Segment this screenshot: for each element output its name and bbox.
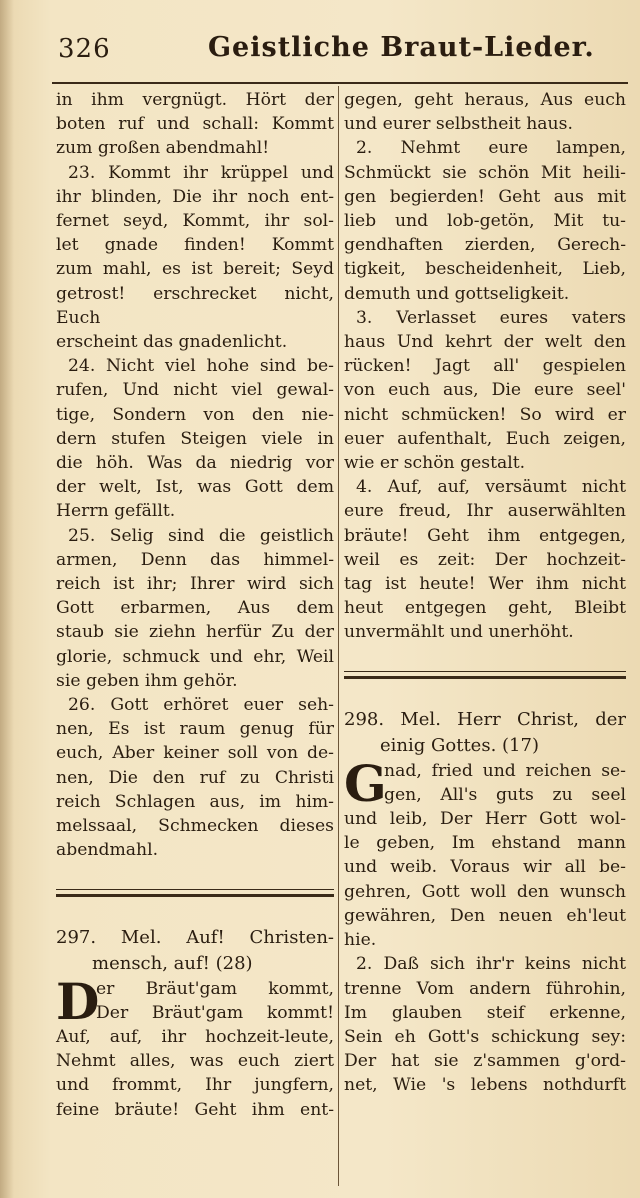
spacer bbox=[344, 679, 626, 707]
text-line: Herrn gefällt. bbox=[56, 501, 176, 522]
text-line: 2. Nehmt eure lampen, bbox=[356, 138, 626, 159]
text-line: demuth und gottseligkeit. bbox=[344, 283, 570, 304]
text-line: nen, Die den ruf zu Christi bbox=[56, 767, 334, 788]
text-line: Der Bräut'gam kommt! bbox=[96, 1002, 334, 1023]
hymn-297-verse-1 bbox=[56, 971, 334, 1122]
text-line: der welt, Ist, was Gott dem bbox=[56, 477, 334, 498]
text-line: getrost! erschrecket nicht, Euch bbox=[56, 283, 334, 328]
continuation-text bbox=[56, 88, 334, 161]
text-line: die höh. Was da niedrig vor bbox=[56, 453, 334, 474]
page-gutter-shadow bbox=[0, 0, 14, 1198]
text-line: Auf, auf, ihr hochzeit-leute, bbox=[56, 1026, 334, 1047]
page-number: 326 bbox=[58, 34, 111, 64]
verse-3 bbox=[344, 306, 626, 475]
text-line: boten ruf und schall: Kommt bbox=[56, 114, 334, 135]
text-line: haus Und kehrt der welt den bbox=[344, 332, 626, 353]
hymn-298-heading bbox=[344, 707, 626, 759]
verse-26 bbox=[56, 693, 334, 862]
text-line: rufen, Und nicht viel gewal- bbox=[56, 380, 334, 401]
text-line: und frommt, Ihr jungfern, bbox=[56, 1075, 334, 1096]
text-line: heut entgegen geht, Bleibt bbox=[344, 598, 626, 619]
text-line: und leib, Der Herr Gott wol- bbox=[344, 809, 626, 830]
hymn-heading-line: mensch, auf! (28) bbox=[92, 952, 253, 974]
text-line: sie geben ihm gehör. bbox=[56, 670, 238, 691]
text-line: let gnade finden! Kommt bbox=[56, 235, 334, 256]
text-line: feine bräute! Geht ihm ent- bbox=[56, 1099, 334, 1120]
text-line: dern stufen Steigen viele in bbox=[56, 428, 334, 449]
hymn-heading-line: 298. Mel. Herr Christ, der bbox=[344, 708, 626, 730]
text-line: er Bräut'gam kommt, bbox=[96, 978, 334, 999]
text-line: Der hat sie z'sammen g'ord- bbox=[344, 1051, 626, 1072]
text-line: Gott erbarmen, Aus dem bbox=[56, 598, 334, 619]
spacer bbox=[344, 645, 626, 671]
text-line: 3. Verlasset eures vaters bbox=[356, 307, 626, 328]
running-title: Geistliche Braut-Lieder. bbox=[208, 32, 595, 63]
text-line: glorie, schmuck und ehr, Weil bbox=[56, 646, 334, 667]
text-line: 23. Kommt ihr krüppel und bbox=[68, 162, 334, 183]
text-line: in ihm vergnügt. Hört der bbox=[56, 90, 334, 110]
text-line: reich ist ihr; Ihrer wird sich bbox=[56, 574, 334, 595]
verse-2 bbox=[344, 136, 626, 305]
page-header bbox=[58, 30, 618, 74]
text-line: 25. Selig sind die geistlich bbox=[68, 525, 334, 546]
text-line: Schmückt sie schön Mit heili- bbox=[344, 162, 626, 183]
text-line: fernet seyd, Kommt, ihr sol- bbox=[56, 211, 334, 232]
text-line: gehren, Gott woll den wunsch bbox=[344, 881, 626, 902]
text-line: tag ist heute! Wer ihm nicht bbox=[344, 574, 626, 595]
hymn-heading-line: einig Gottes. (17) bbox=[380, 734, 539, 756]
text-line: nicht schmücken! So wird er bbox=[344, 404, 626, 425]
text-line: ihr blinden, Die ihr noch ent- bbox=[56, 186, 334, 207]
text-line: nad, fried und reichen se- bbox=[384, 760, 626, 781]
column-divider bbox=[338, 86, 339, 1186]
hymn-298-verse-1 bbox=[344, 753, 626, 953]
section-rule bbox=[56, 889, 334, 897]
text-line: trenne Vom andern führohin, bbox=[344, 978, 626, 999]
text-line: 2. Daß sich ihr'r keins nicht bbox=[356, 954, 626, 975]
text-line: nen, Es ist raum genug für bbox=[56, 719, 334, 740]
text-line: gegen, geht heraus, Aus euch bbox=[344, 90, 626, 110]
verse-24 bbox=[56, 354, 334, 523]
text-line: erscheint das gnadenlicht. bbox=[56, 332, 288, 353]
text-line: gewähren, Den neuen eh'leut bbox=[344, 905, 626, 926]
text-line: gendhaften zierden, Gerech- bbox=[344, 235, 626, 256]
header-rule bbox=[52, 82, 628, 84]
text-line: 4. Auf, auf, versäumt nicht bbox=[356, 477, 626, 498]
text-line: euer aufenthalt, Euch zeigen, bbox=[344, 428, 626, 449]
spacer bbox=[56, 863, 334, 889]
drop-cap: G bbox=[344, 753, 387, 813]
spacer bbox=[56, 897, 334, 925]
text-line: eure freud, Ihr auserwählten bbox=[344, 501, 626, 522]
text-line: gen, All's guts zu seel bbox=[384, 784, 626, 805]
text-line: Im glauben steif erkenne, bbox=[344, 1002, 626, 1023]
drop-cap: D bbox=[56, 971, 100, 1031]
text-line: und weib. Voraus wir all be- bbox=[344, 857, 626, 878]
text-line: gen begierden! Geht aus mit bbox=[344, 186, 626, 207]
text-line: le geben, Im ehstand mann bbox=[344, 833, 626, 854]
text-line: 24. Nicht viel hohe sind be- bbox=[68, 356, 334, 377]
text-line: melssaal, Schmecken dieses bbox=[56, 816, 334, 837]
text-line: lieb und lob-getön, Mit tu- bbox=[344, 211, 626, 232]
hymn-297-heading bbox=[56, 925, 334, 977]
text-line: armen, Denn das himmel- bbox=[56, 549, 334, 570]
text-line: abendmahl. bbox=[56, 840, 159, 861]
text-line: weil es zeit: Der hochzeit- bbox=[344, 549, 626, 570]
text-line: rücken! Jagt all' gespielen bbox=[344, 356, 626, 377]
text-line: tigkeit, bescheidenheit, Lieb, bbox=[344, 259, 626, 280]
text-line: staub sie ziehn herfür Zu der bbox=[56, 622, 334, 643]
section-rule bbox=[344, 671, 626, 679]
right-column bbox=[344, 88, 626, 1098]
text-line: Nehmt alles, was euch ziert bbox=[56, 1051, 334, 1072]
text-line: net, Wie 's lebens nothdurft bbox=[344, 1075, 626, 1096]
text-line: 26. Gott erhöret euer seh- bbox=[68, 695, 334, 716]
hymn-298-verse-2 bbox=[344, 952, 626, 1097]
text-line: von euch aus, Die eure seel' bbox=[344, 380, 626, 401]
text-line: Sein eh Gott's schickung sey: bbox=[344, 1026, 626, 1047]
continuation-text bbox=[344, 88, 626, 136]
text-line: bräute! Geht ihm entgegen, bbox=[344, 525, 626, 546]
text-line: tige, Sondern von den nie- bbox=[56, 404, 334, 425]
text-line: wie er schön gestalt. bbox=[344, 453, 526, 474]
text-line: zum mahl, es ist bereit; Seyd bbox=[56, 259, 334, 280]
text-line: euch, Aber keiner soll von de- bbox=[56, 743, 334, 764]
left-column bbox=[56, 88, 334, 1122]
text-line: zum großen abendmahl! bbox=[56, 138, 270, 159]
text-line: unvermählt und unerhöht. bbox=[344, 622, 574, 643]
verse-4 bbox=[344, 475, 626, 644]
hymn-heading-line: 297. Mel. Auf! Christen- bbox=[56, 926, 334, 948]
text-line: und eurer selbstheit haus. bbox=[344, 114, 573, 135]
text-line: hie. bbox=[344, 930, 377, 951]
verse-23 bbox=[56, 161, 334, 355]
verse-25 bbox=[56, 524, 334, 693]
text-line: reich Schlagen aus, im him- bbox=[56, 791, 334, 812]
